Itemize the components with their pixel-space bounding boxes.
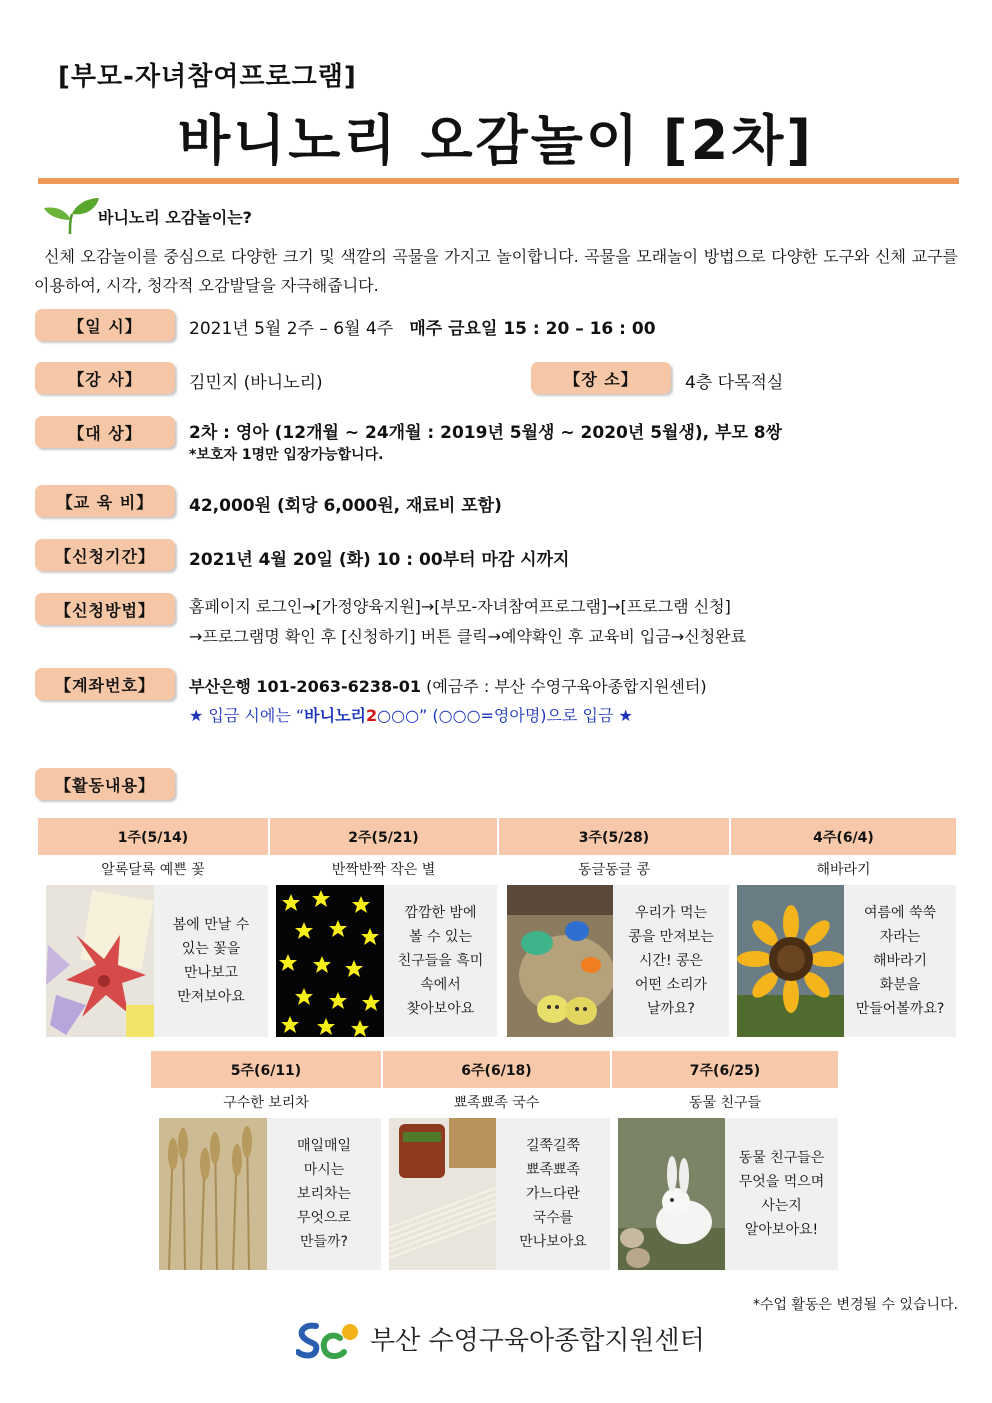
activities-label: 【활동내용】 xyxy=(35,768,175,800)
week-title: 동물 친구들 xyxy=(688,1095,762,1111)
fee-value: 42,000원 (회당 6,000원, 재료비 포함) xyxy=(189,496,502,516)
week-header: 6주(6/18) xyxy=(383,1051,610,1088)
target-note: *보호자 1명만 입장가능합니다. xyxy=(189,447,384,463)
week-title: 해바라기 xyxy=(816,862,871,878)
week-title: 알록달록 예쁜 꽃 xyxy=(101,862,205,878)
week-title: 동글동글 콩 xyxy=(577,862,651,878)
intro-heading: 바니노리 오감놀이는? xyxy=(98,208,252,227)
sprout-icon xyxy=(42,196,100,236)
period-value: 2021년 4월 20일 (화) 10 : 00부터 마감 시까지 xyxy=(189,550,570,570)
fee-label: 【교 육 비】 xyxy=(35,485,175,517)
sunflower-photo xyxy=(737,885,844,1037)
week-header: 1주(5/14) xyxy=(38,818,268,855)
noodle-photo xyxy=(389,1118,496,1270)
rabbit-photo xyxy=(618,1118,725,1270)
week-title: 반짝반짝 작은 별 xyxy=(331,862,436,878)
place-value: 4층 다목적실 xyxy=(685,373,784,393)
date-time: 매주 금요일 15 : 20 – 16 : 00 xyxy=(409,319,656,339)
notice-number: 2 xyxy=(366,706,378,725)
instructor-label: 【강 사】 xyxy=(35,362,175,394)
date-range: 2021년 5월 2주 – 6월 4주 xyxy=(189,319,394,339)
instructor-value: 김민지 (바니노리) xyxy=(189,373,323,393)
bean-play-photo xyxy=(507,885,613,1037)
method-line-1: 홈페이지 로그인→[가정양육지원]→[부모-자녀참여프로그램]→[프로그램 신청] xyxy=(189,597,731,616)
page-title: 바니노리 오감놀이 [2차] xyxy=(177,109,814,172)
barley-photo xyxy=(159,1118,267,1270)
week-title: 구수한 보리차 xyxy=(223,1095,309,1111)
account-label: 【계좌번호】 xyxy=(35,668,175,700)
title-divider xyxy=(38,178,959,184)
date-value xyxy=(189,314,656,339)
place-label: 【장 소】 xyxy=(531,362,671,394)
week-header: 4주(6/4) xyxy=(731,818,956,855)
account-value xyxy=(189,674,707,697)
account-number: 부산은행 101-2063-6238-01 xyxy=(189,677,422,696)
flower-craft-photo xyxy=(46,885,154,1037)
week-title: 뾰족뾰족 국수 xyxy=(453,1095,540,1111)
notice-name: 바니노리 xyxy=(304,706,366,725)
week-desc: 길쭉길쭉 뾰족뾰족 가느다란 국수를 만나보아요 xyxy=(496,1118,610,1270)
week-desc: 여름에 쑥쑥 자라는 해바라기 화분을 만들어볼까요? xyxy=(844,885,956,1037)
week-desc: 봄에 만날 수 있는 꽃을 만나보고 만져보아요 xyxy=(154,885,268,1037)
week-header: 5주(6/11) xyxy=(151,1051,381,1088)
week-desc: 동물 친구들은 무엇을 먹으며 사는지 알아보아요! xyxy=(725,1118,838,1270)
week-desc: 우리가 먹는 콩을 만져보는 시간! 콩은 어떤 소리가 날까요? xyxy=(613,885,729,1037)
week-header: 2주(5/21) xyxy=(270,818,497,855)
intro-body: 신체 오감놀이를 중심으로 다양한 크기 및 색깔의 곡물을 가지고 놀이합니다. 곡물을 모래놀이 방법으로 다양한 도구와 신체 교구를 이용하여, 시각, 청각적 오감발달을 자극해줍니다. xyxy=(34,247,958,295)
star-craft-photo xyxy=(276,885,384,1037)
period-label: 【신청기간】 xyxy=(35,539,175,571)
notice-prefix: ★ 입금 시에는 “ xyxy=(189,706,305,725)
change-notice: *수업 활동은 변경될 수 있습니다. xyxy=(752,1297,958,1313)
week-desc: 깜깜한 밤에 볼 수 있는 친구들을 흑미 속에서 찾아보아요 xyxy=(384,885,497,1037)
date-label: 【일 시】 xyxy=(35,309,175,341)
method-line-2: →프로그램명 확인 후 [신청하기] 버튼 클릭→예약확인 후 교육비 입금→신청완료 xyxy=(189,627,747,646)
method-label: 【신청방법】 xyxy=(35,593,175,625)
target-value: 2차 : 영아 (12개월 ~ 24개월 : 2019년 5월생 ~ 2020년 5월생), 부모 8쌍 xyxy=(189,423,783,443)
deposit-notice xyxy=(189,703,633,726)
week-header: 7주(6/25) xyxy=(612,1051,838,1088)
center-logo-icon xyxy=(296,1318,366,1362)
account-holder: (예금주 : 부산 수영구육아종합지원센터) xyxy=(426,677,707,696)
week-header: 3주(5/28) xyxy=(499,818,729,855)
organization-name: 부산 수영구육아종합지원센터 xyxy=(370,1326,705,1356)
notice-rest: ○○○” (○○○=영아명)으로 입금 ★ xyxy=(377,706,633,725)
week-desc: 매일매일 마시는 보리차는 무엇으로 만들까? xyxy=(267,1118,381,1270)
target-label: 【대 상】 xyxy=(35,416,175,448)
program-subtitle: [부모-자녀참여프로그램] xyxy=(58,62,357,92)
